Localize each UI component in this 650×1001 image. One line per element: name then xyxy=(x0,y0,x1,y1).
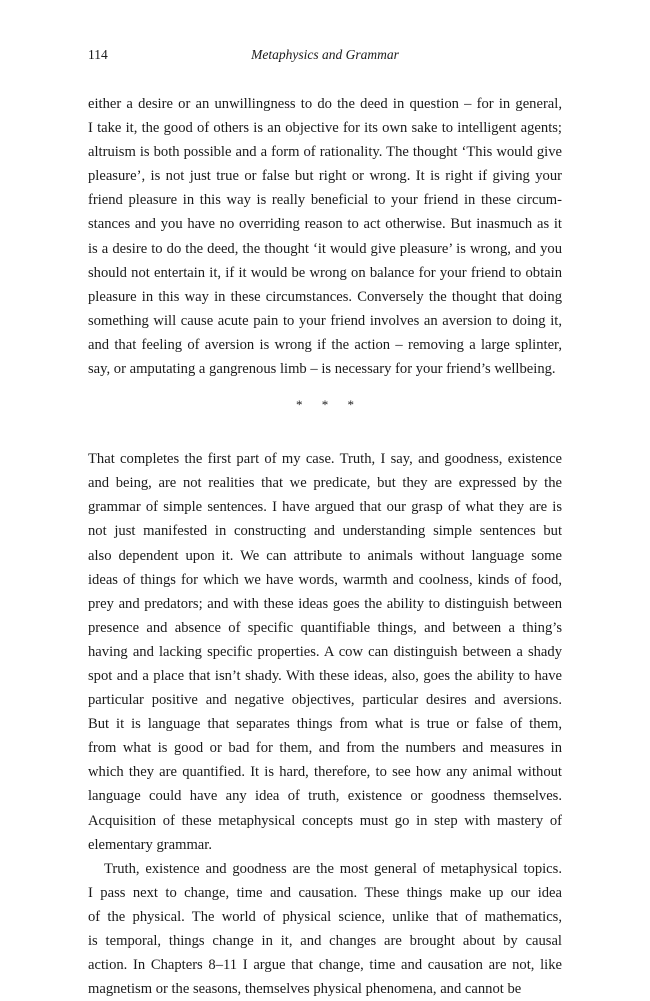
text-line: friend pleasure in this way is really beneficial to your friend in these circum- xyxy=(88,192,562,209)
text-line: magnetism or the seasons, themselves physical phenomena, and cannot be xyxy=(88,981,522,998)
text-line: altruism is both possible and a form of rationality. The thought ‘This would give xyxy=(88,144,562,161)
text-line: language could have any idea of truth, existence or goodness themselves. xyxy=(88,788,562,805)
text-line: But it is language that separates things from what is true or false of them, xyxy=(88,716,562,733)
text-line: something will cause acute pain to your friend involves an aversion to doing it, xyxy=(88,312,562,329)
text-line: elementary grammar. xyxy=(88,836,212,853)
text-line: should not entertain it, if it would be wrong on balance for your friend to obtain xyxy=(88,264,562,281)
text-line: prey and predators; and with these ideas goes the ability to distinguish between xyxy=(88,595,562,612)
text-line: and being, are not realities that we predicate, but they are expressed by the xyxy=(88,475,562,492)
paragraph xyxy=(88,857,562,1001)
text-line: spot and a place that isn’t shady. With these ideas, also, goes the ability to have xyxy=(88,667,562,684)
text-line: Truth, existence and goodness are the most general of metaphysical topics. xyxy=(104,860,562,877)
text-line: and that feeling of aversion is wrong if the action – removing a large splinter, xyxy=(88,336,562,353)
text-line: is a desire to do the deed, the thought ‘it would give pleasure’ is wrong, and you xyxy=(88,240,562,257)
text-line: ideas of things for which we have words, warmth and coolness, kinds of food, xyxy=(88,571,562,588)
text-line: also dependent upon it. We can attribute to animals without language some xyxy=(88,547,562,564)
text-line: I pass next to change, time and causation. These things make up our idea xyxy=(88,884,562,901)
text-line: That completes the first part of my case. Truth, I say, and goodness, existence xyxy=(88,451,562,468)
text-line: Acquisition of these metaphysical concepts must go in step with mastery of xyxy=(88,812,562,829)
text-line: stances and you have no overriding reason to act otherwise. But inasmuch as it xyxy=(88,216,562,233)
text-line: action. In Chapters 8–11 I argue that change, time and causation are not, like xyxy=(88,957,562,974)
book-page xyxy=(88,44,562,1001)
text-line: from what is good or bad for them, and from the numbers and measures in xyxy=(88,740,562,757)
text-line: presence and absence of specific quantifiable things, and between a thing’s xyxy=(88,619,562,636)
text-line: of the physical. The world of physical science, unlike that of mathematics, xyxy=(88,908,562,925)
running-head xyxy=(88,44,562,66)
text-line: either a desire or an unwillingness to do the deed in question – for in general, xyxy=(88,96,562,112)
text-line: particular positive and negative objectives, particular desires and aversions. xyxy=(88,692,562,709)
text-line: grammar of simple sentences. I have argued that our grasp of what they are is xyxy=(88,499,562,516)
text-line: pleasure’, is not just true or false but right or wrong. It is right if giving your xyxy=(88,168,562,185)
text-line: having and lacking specific properties. A cow can distinguish between a shady xyxy=(88,643,562,660)
section-two xyxy=(88,447,562,1001)
section-break: * * * xyxy=(296,397,362,413)
text-line: say, or amputating a gangrenous limb – is necessary for your friend’s wellbeing. xyxy=(88,361,556,378)
section-one xyxy=(88,92,562,381)
text-line: not just manifested in constructing and understanding simple sentences but xyxy=(88,523,562,540)
text-line: which they are quantified. It is hard, therefore, to see how any animal without xyxy=(88,764,562,781)
body-text xyxy=(88,92,562,1001)
text-line: is temporal, things change in it, and changes are brought about by causal xyxy=(88,933,562,949)
text-line: I take it, the good of others is an objective for its own sake to intelligent agents; xyxy=(88,120,562,137)
paragraph xyxy=(88,447,562,857)
text-line: pleasure in this way in these circumstances. Conversely the thought that doing xyxy=(88,288,562,305)
paragraph xyxy=(88,92,562,381)
running-title: Metaphysics and Grammar xyxy=(251,47,399,62)
page-number: 114 xyxy=(88,47,108,62)
